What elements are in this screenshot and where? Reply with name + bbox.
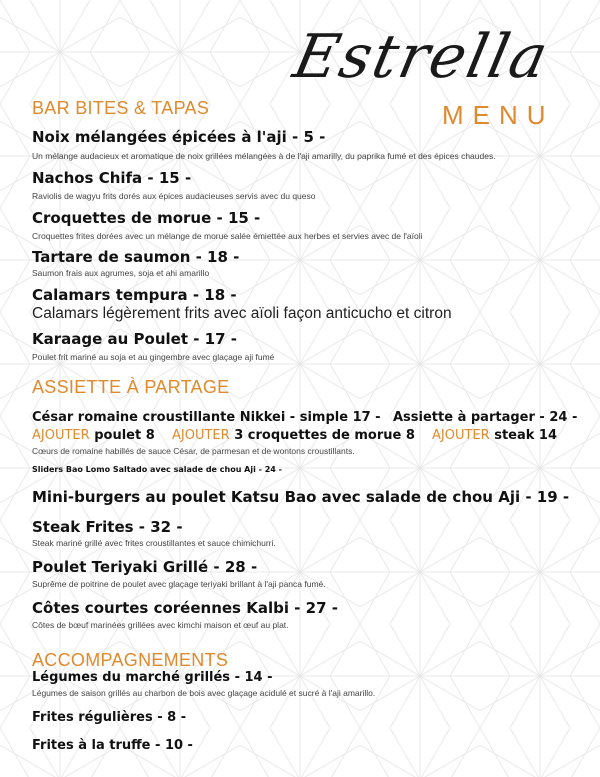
add-option-text: 3 croquettes de morue 8 — [234, 428, 415, 443]
item-description: Steak mariné grillé avec frites croustillantes et sauce chimichurri. — [32, 538, 276, 548]
section-sides: ACCOMPAGNEMENTS — [32, 650, 229, 670]
item-title: Poulet Teriyaki Grillé - 28 - — [32, 558, 258, 576]
add-option-text: steak 14 — [494, 428, 558, 443]
item-title: Tartare de saumon - 18 - — [32, 248, 240, 266]
item-description: Croquettes frites dorées avec un mélange de morue salée émiettée aux herbes et servies avec de l'aïoli — [32, 231, 423, 241]
brand-script-logo: Estrella — [287, 22, 556, 92]
add-label: AJOUTER — [32, 428, 90, 443]
item-title: Frites à la truffe - 10 - — [32, 738, 193, 753]
sliders-item: Sliders Bao Lomo Saltado avec salade de chou Aji - 24 - — [32, 465, 282, 474]
mini-burgers-title: Mini-burgers au poulet Katsu Bao avec salade de chou Aji - 19 - — [32, 488, 570, 506]
item-description: Côtes de bœuf marinées grillées avec kimchi maison et œuf au plat. — [32, 620, 289, 630]
add-option-text: poulet 8 — [94, 428, 155, 443]
add-label: AJOUTER — [432, 428, 490, 443]
item-title: Karaage au Poulet - 17 - — [32, 330, 237, 348]
add-option-croquettes — [172, 428, 415, 443]
caesar-description: Cœurs de romaine habillés de sauce César, de parmesan et de wontons croustillants. — [32, 446, 355, 456]
item-title: Nachos Chifa - 15 - — [32, 169, 192, 187]
item-title: Côtes courtes coréennes Kalbi - 27 - — [32, 599, 338, 617]
item-description: Poulet frit mariné au soja et au gingembre avec glaçage aji fumé — [32, 352, 275, 362]
section-bar-bites: BAR BITES & TAPAS — [32, 98, 210, 118]
add-option-steak — [432, 428, 557, 443]
item-title: Croquettes de morue - 15 - — [32, 209, 261, 227]
add-option-chicken — [32, 428, 155, 443]
item-description: Un mélange audacieux et aromatique de noix grillées mélangées à de l'aji amarilly, du paprika fumé et des épices chaudes. — [32, 151, 496, 161]
item-title: Frites régulières - 8 - — [32, 710, 187, 725]
item-title: Calamars tempura - 18 - — [32, 286, 237, 304]
section-sharing: ASSIETTE À PARTAGE — [32, 377, 230, 397]
item-title: Noix mélangées épicées à l'aji - 5 - — [32, 128, 326, 146]
platter-title: Assiette à partager - 24 - — [393, 410, 578, 425]
item-description: Raviolis de wagyu frits dorés aux épices audacieuses servis avec du queso — [32, 191, 316, 201]
item-title: Légumes du marché grillés - 14 - — [32, 670, 273, 685]
menu-heading: MENU — [442, 100, 555, 130]
item-title: Steak Frites - 32 - — [32, 518, 183, 536]
caesar-title: César romaine croustillante Nikkei - simple 17 - — [32, 410, 381, 425]
item-description: Suprême de poitrine de poulet avec glaçage teriyaki brillant à l'aji panca fumé. — [32, 579, 326, 589]
item-description: Légumes de saison grillés au charbon de bois avec glaçage acidulé et sucré à l'aji amarillo. — [32, 688, 376, 698]
item-description: Calamars légèrement frits avec aïoli façon anticucho et citron — [32, 305, 452, 322]
item-description: Saumon frais aux agrumes, soja et ahi amarillo — [32, 268, 210, 278]
add-label: AJOUTER — [172, 428, 230, 443]
